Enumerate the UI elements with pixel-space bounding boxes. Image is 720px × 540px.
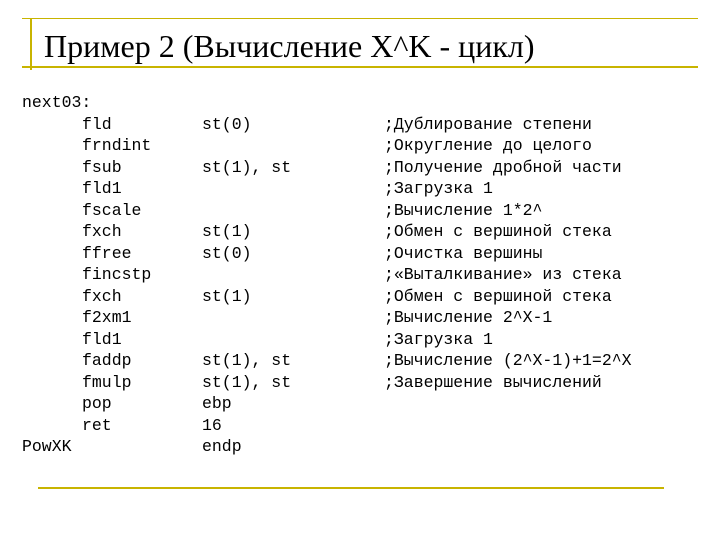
code-operand: st(1), st: [202, 351, 292, 370]
code-comment: ;Загрузка 1: [384, 179, 493, 198]
code-operand: st(0): [202, 243, 252, 263]
code-instruction: f2xm1: [82, 308, 132, 327]
code-instruction: fld1: [82, 179, 122, 198]
code-line: [0, 307, 720, 329]
code-comment: ;Вычисление (2^X-1)+1=2^X: [384, 351, 632, 370]
code-operand: ebp: [202, 394, 232, 413]
code-instruction: fsub: [82, 157, 122, 177]
title-underline-rule: [22, 66, 698, 68]
code-line: [0, 114, 720, 136]
code-comment: ;Получение дробной части: [384, 157, 622, 177]
code-comment: ;Дублирование степени: [384, 114, 592, 134]
code-line: [0, 372, 720, 394]
code-line: [0, 157, 720, 179]
code-instruction: fscale: [82, 200, 142, 220]
title-vertical-rule: [30, 18, 32, 70]
code-comment: ;Очистка вершины: [384, 243, 543, 263]
code-line: [0, 415, 720, 437]
code-operand: st(0): [202, 114, 252, 134]
code-line: [0, 92, 720, 114]
code-line: [0, 436, 720, 458]
code-instruction: ffree: [82, 243, 132, 263]
code-instruction: ret: [82, 415, 112, 435]
top-rule: [22, 18, 698, 19]
code-line: [0, 393, 720, 415]
code-instruction: pop: [82, 394, 112, 413]
code-operand: st(1), st: [202, 372, 292, 392]
code-comment: ;Обмен с вершиной стека: [384, 222, 612, 241]
slide-title: Пример 2 (Вычисление X^K - цикл): [44, 28, 535, 64]
code-comment: ;«Выталкивание» из стека: [384, 265, 622, 284]
code-comment: ;Завершение вычислений: [384, 372, 602, 392]
code-comment: ;Загрузка 1: [384, 329, 493, 349]
code-line: [0, 221, 720, 243]
code-line: [0, 350, 720, 372]
code-label: next03:: [22, 93, 92, 112]
code-instruction: fxch: [82, 286, 122, 306]
code-label: PowXK: [22, 437, 72, 456]
code-instruction: fmulp: [82, 372, 132, 392]
code-comment: ;Вычисление 1*2^: [384, 200, 543, 220]
bottom-rule: [38, 487, 664, 489]
code-line: [0, 243, 720, 265]
code-comment: ;Округление до целого: [384, 136, 592, 155]
code-line: [0, 286, 720, 308]
code-line: [0, 200, 720, 222]
code-operand: endp: [202, 437, 242, 456]
code-operand: st(1): [202, 222, 252, 241]
code-line: [0, 264, 720, 286]
code-instruction: fxch: [82, 222, 122, 241]
code-comment: ;Вычисление 2^X-1: [384, 308, 553, 327]
code-listing: [0, 92, 720, 458]
code-operand: st(1), st: [202, 157, 292, 177]
code-instruction: fld1: [82, 329, 122, 349]
code-instruction: fincstp: [82, 265, 152, 284]
code-operand: 16: [202, 415, 222, 435]
code-comment: ;Обмен с вершиной стека: [384, 286, 612, 306]
code-line: [0, 135, 720, 157]
code-operand: st(1): [202, 286, 252, 306]
code-line: [0, 329, 720, 351]
code-line: [0, 178, 720, 200]
code-instruction: fld: [82, 114, 112, 134]
code-instruction: frndint: [82, 136, 152, 155]
code-instruction: faddp: [82, 351, 132, 370]
